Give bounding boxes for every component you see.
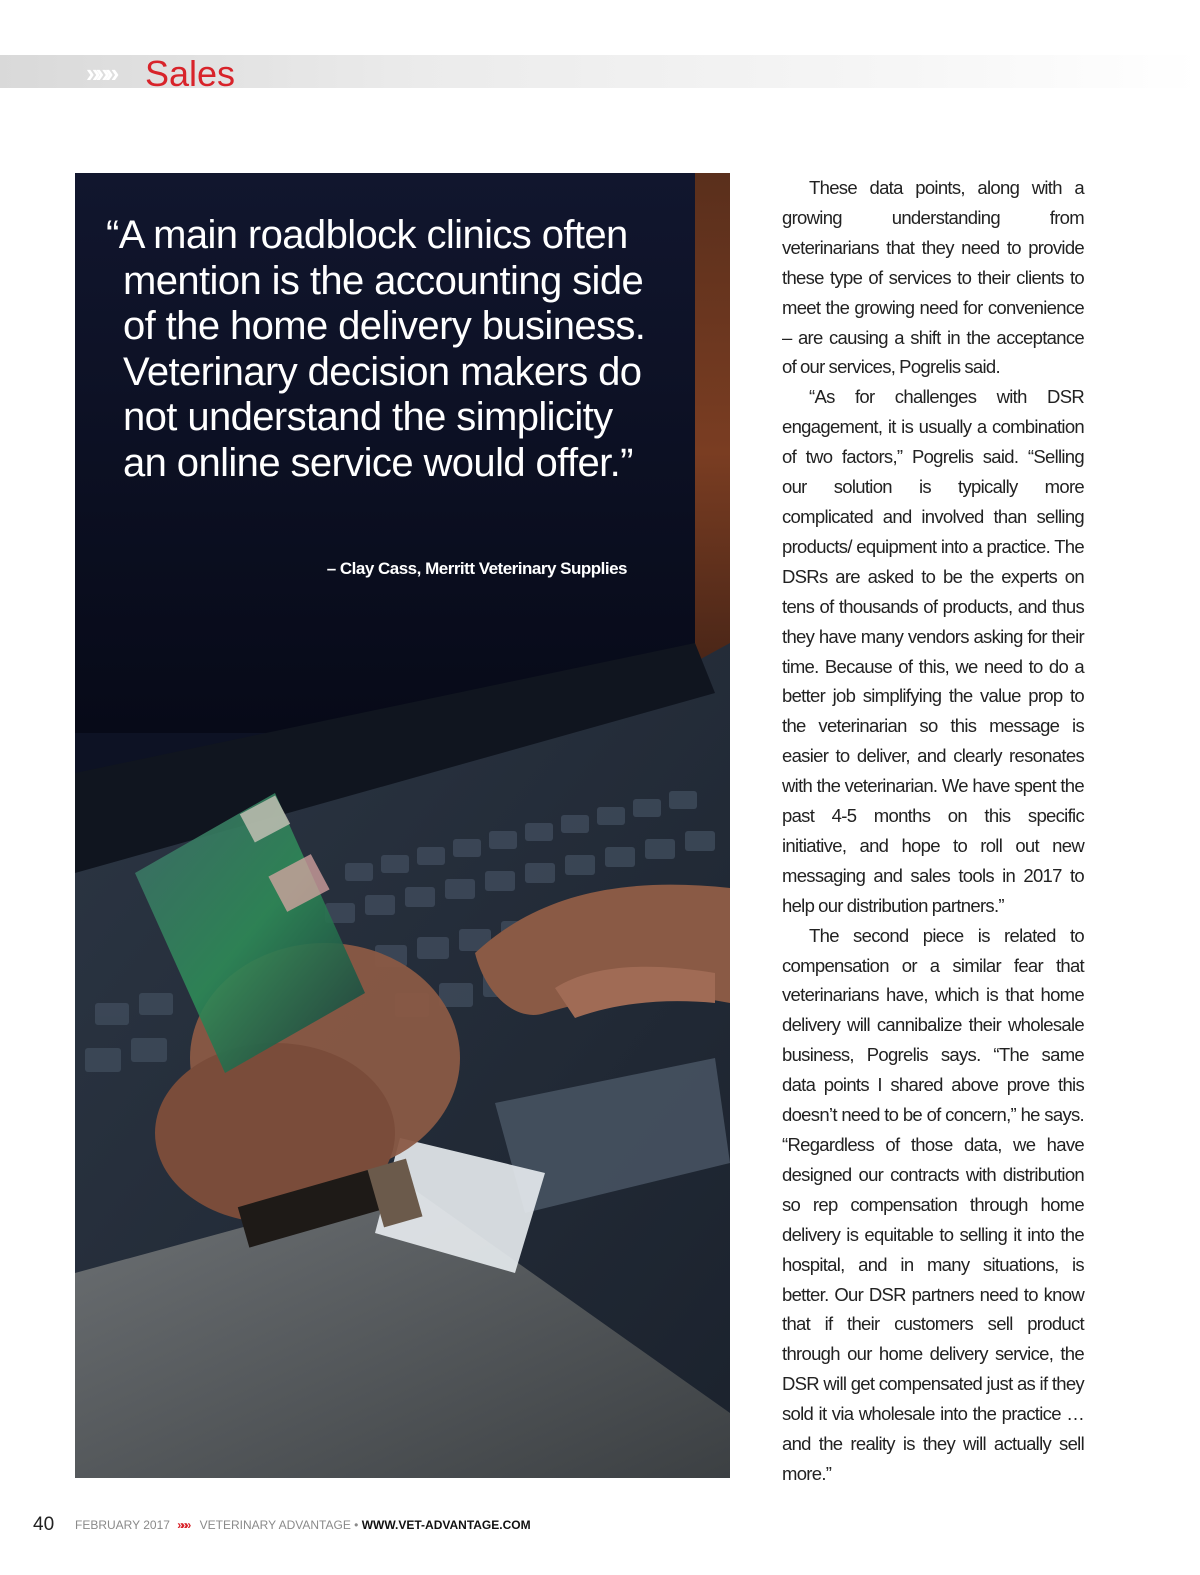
- footer-url[interactable]: WWW.VET-ADVANTAGE.COM: [361, 1518, 531, 1532]
- pull-quote-text: “A main roadblock clinics often mention is the accounting side of the home delivery business. Veterinary decision makers do not understand the simplicity an online service would offer.”: [106, 213, 646, 485]
- article-paragraph: These data points, along with a growing understanding from veterinarians that they need to provide these type of services to their clients to meet the growing need for convenience – are causing a shift in the acceptance of our services, Pogrelis said.: [782, 177, 1084, 378]
- article-paragraph: The second piece is related to compensation or a similar fear that veterinarians have, which is that home delivery will cannibalize their wholesale business, Pogrelis says. “The same data points I shared above prove this doesn’t need to be of concern,” he says. “Regardless of those data, we have designed our contracts with distribution so rep compensation through home delivery is equitable to selling it into the hospital, and in many situations, is better. Our DSR partners need to know that if their customers sell product through our home delivery service, the DSR will get compensated just as if they sold it via wholesale into the practice … and the reality is they will actually sell more.”: [782, 924, 1084, 1484]
- pull-quote-attribution: – Clay Cass, Merritt Veterinary Supplies: [326, 559, 627, 578]
- article-body: [782, 173, 1084, 1489]
- chevron-right-icon: »»»: [177, 1518, 189, 1532]
- footer-separator: •: [354, 1518, 359, 1532]
- page-number: 40: [33, 1514, 55, 1535]
- footer: [75, 1518, 531, 1532]
- section-title: Sales: [145, 53, 236, 94]
- footer-publication: VETERINARY ADVANTAGE: [199, 1518, 351, 1532]
- footer-issue: FEBRUARY 2017: [75, 1518, 170, 1532]
- article-paragraph: “As for challenges with DSR engagement, it is usually a combination of two factors,” Pogrelis said. “Selling our solution is typically more complicated and involved than selling products/ equipment into a practice. The DSRs are asked to be the experts on tens of thousands of products, and thus they have many vendors asking for their time. Because of this, we need to do a better job simplifying the value prop to the veterinarian so this message is easier to deliver, and clearly resonates with the veterinarian. We have spent the past 4-5 months on this specific initiative, and hope to roll out new messaging and sales tools in 2017 to help our distribution partners.”: [782, 386, 1084, 916]
- chevron-right-icon: »»»: [86, 58, 115, 88]
